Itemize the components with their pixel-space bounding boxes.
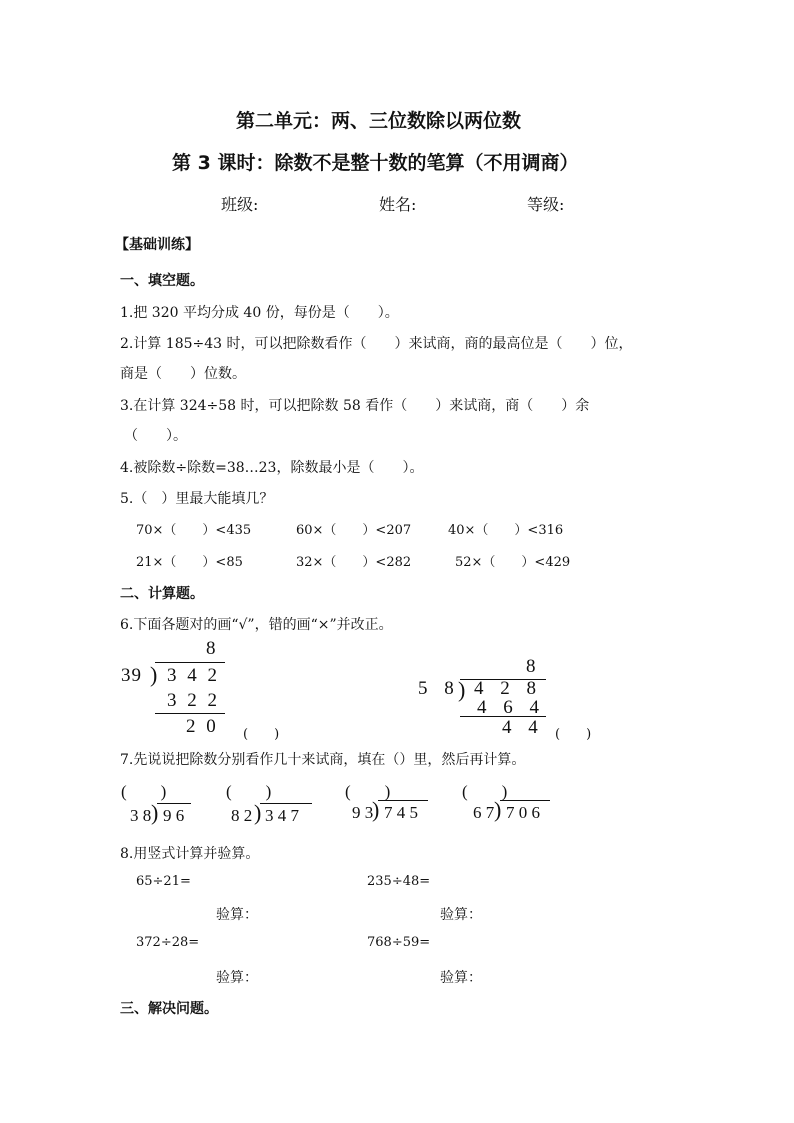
class-label: 班级:	[221, 195, 259, 214]
q7-dividend: 7 0 6	[506, 803, 540, 822]
q7-bracket-top	[157, 803, 191, 804]
question-2-line1: 2.计算 185÷43 时，可以把除数看作（ ）来试商，商的最高位是（ ）位，	[120, 336, 633, 352]
basic-training-heading: 【基础训练】	[115, 237, 199, 253]
q7-divisor: 3 8	[130, 806, 152, 825]
question-3-line1: 3.在计算 324÷58 时，可以把除数 58 看作（ ）来试商，商（ ）余	[120, 398, 590, 414]
lesson-subtitle: 第 3 课时：除数不是整十数的笔算（不用调商）	[172, 152, 579, 174]
question-5: 5.（ ）里最大能填几？	[120, 491, 274, 507]
q7-blank[interactable]: ( )	[121, 782, 167, 801]
part3-heading: 三、解决问题。	[120, 1001, 218, 1017]
question-8: 8.用竖式计算并验算。	[120, 846, 260, 862]
div2-answer-mark[interactable]: ( )	[555, 727, 592, 742]
q7-blank[interactable]: ( )	[462, 782, 508, 801]
name-label: 姓名:	[379, 195, 417, 214]
question-1: 1.把 320 平均分成 40 份，每份是（ ）。	[120, 305, 399, 321]
question-2-line2: 商是（ ）位数。	[120, 366, 246, 382]
q8-expression: 768÷59=	[367, 935, 431, 950]
q7-bracket: )	[372, 797, 380, 822]
q5-item: 40×（ ）<316	[448, 523, 564, 538]
div1-quotient: 8	[206, 638, 219, 659]
q5-item: 32×（ ）<282	[296, 555, 412, 570]
question-7: 7.先说说把除数分别看作几十来试商，填在（）里，然后再计算。	[120, 752, 526, 768]
q7-bracket: )	[151, 800, 159, 825]
check-label: 验算：	[216, 907, 258, 923]
question-4: 4.被除数÷除数=38…23，除数最小是（ ）。	[120, 460, 424, 476]
div1-bracket: )	[150, 662, 161, 687]
q7-dividend: 3 4 7	[265, 806, 299, 825]
check-label: 验算：	[216, 970, 258, 986]
q7-dividend: 7 4 5	[384, 803, 418, 822]
div2-remainder: 4 4	[502, 717, 544, 738]
q7-bracket-top	[260, 803, 312, 804]
q5-item: 70×（ ）<435	[136, 523, 252, 538]
q7-blank[interactable]: ( )	[226, 782, 272, 801]
check-label: 验算：	[440, 907, 482, 923]
q5-item: 52×（ ）<429	[455, 555, 571, 570]
question-3-line2: （ ）。	[124, 428, 187, 444]
div2-divisor: 5 8	[418, 678, 460, 699]
div1-product: 3 2 2	[167, 690, 220, 711]
q7-divisor: 9 3	[352, 803, 374, 822]
div1-subtract-line	[155, 713, 225, 714]
q5-item: 60×（ ）<207	[296, 523, 412, 538]
q8-expression: 235÷48=	[367, 874, 431, 889]
q8-expression: 372÷28=	[136, 935, 200, 950]
q5-item: 21×（ ）<85	[136, 555, 243, 570]
q7-divisor: 8 2	[231, 806, 253, 825]
div1-answer-mark[interactable]: ( )	[243, 727, 280, 742]
q7-bracket: )	[494, 797, 502, 822]
q7-bracket-top	[378, 800, 428, 801]
check-label: 验算：	[440, 970, 482, 986]
page-title: 第二单元：两、三位数除以两位数	[236, 110, 522, 132]
div2-bracket: )	[458, 677, 469, 702]
div2-quotient: 8	[526, 656, 539, 677]
div2-dividend: 4 2 8	[474, 678, 542, 699]
grade-label: 等级:	[527, 195, 565, 214]
q7-bracket-top	[500, 800, 550, 801]
div1-bracket-top	[155, 662, 225, 663]
div2-product: 4 6 4	[477, 697, 545, 718]
div1-dividend: 3 4 2	[167, 665, 220, 686]
part2-heading: 二、计算题。	[120, 586, 204, 602]
q8-expression: 65÷21=	[136, 874, 191, 889]
question-6: 6.下面各题对的画“√”，错的画“×”并改正。	[120, 617, 393, 633]
q7-dividend: 9 6	[163, 806, 185, 825]
q7-bracket: )	[254, 800, 262, 825]
div1-divisor: 39	[121, 665, 142, 686]
part1-heading: 一、填空题。	[120, 273, 204, 289]
q7-divisor: 6 7	[473, 803, 495, 822]
div1-remainder: 2 0	[186, 716, 219, 737]
q7-blank[interactable]: ( )	[345, 782, 391, 801]
